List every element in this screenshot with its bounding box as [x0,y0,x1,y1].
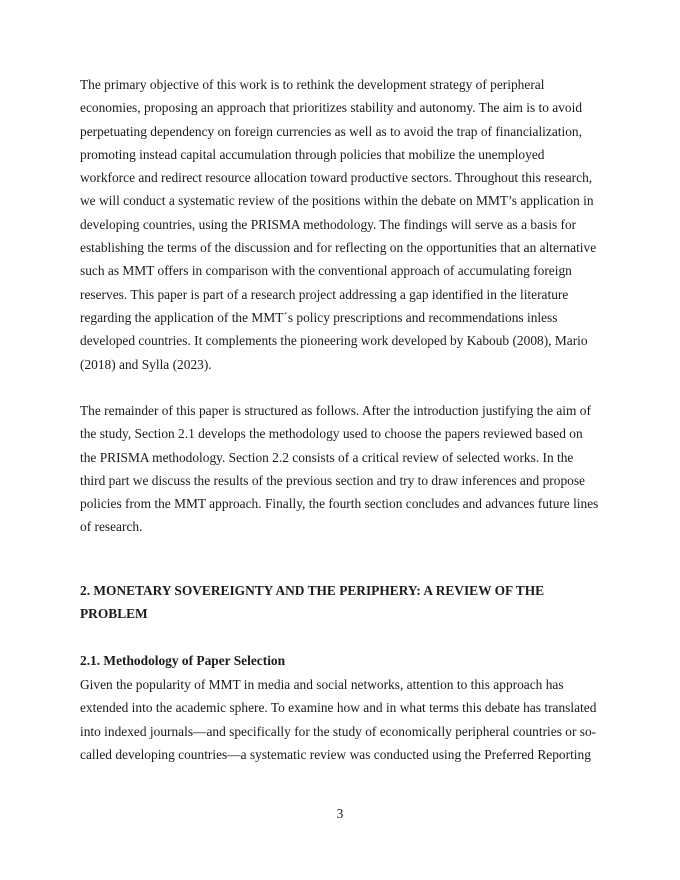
text-line: The remainder of this paper is structured as follows. After the introduction justifying the aim of [80,403,591,418]
text-line: called developing countries—a systematic review was conducted using the Preferred Reporting [80,746,591,762]
text-line: extended into the academic sphere. To examine how and in what terms this debate has translated [80,700,597,716]
text-line: promoting instead capital accumulation through policies that mobilize the unemployed [80,146,545,162]
paragraph-objective [80,73,604,376]
paragraph-structure [80,399,604,539]
text-line: (2018) and Sylla (2023). [80,356,212,372]
text-line: into indexed journals—and specifically for the study of economically peripheral countries or so- [80,723,597,739]
text-line: workforce and redirect resource allocation toward productive sectors. Throughout this research, [80,170,593,186]
text-line: developed countries. It complements the pioneering work developed by Kaboub (2008), Mario [80,333,588,349]
text-line: such as MMT offers in comparison with the conventional approach of accumulating foreign [80,263,572,279]
text-line: policies from the MMT approach. Finally, the fourth section concludes and advances future lines [80,496,599,512]
text-line: developing countries, using the PRISMA methodology. The findings will serve as a basis for [80,216,577,232]
text-line: perpetuating dependency on foreign currencies as well as to avoid the trap of financialization, [80,123,582,139]
page-number-text: 3 [336,806,344,821]
text-line: PROBLEM [80,606,148,622]
paragraph-methodology [80,673,604,766]
text-line: The primary objective of this work is to rethink the development strategy of peripheral [80,77,545,92]
page-number [0,802,680,825]
subsection-heading [80,649,604,672]
text-line: third part we discuss the results of the previous section and try to draw inferences and propose [80,472,585,488]
text-line: Given the popularity of MMT in media and social networks, attention to this approach has [80,677,564,692]
text-line: regarding the application of the MMT´s policy prescriptions and recommendations inless [80,309,558,325]
subsection-heading-text: 2.1. Methodology of Paper Selection [80,653,286,668]
section-heading [80,579,604,626]
text-line: the PRISMA methodology. Section 2.2 consists of a critical review of selected works. In the [80,449,574,465]
text-line: we will conduct a systematic review of the positions within the debate on MMT’s application in [80,193,594,209]
text-line: 2. MONETARY SOVEREIGNTY AND THE PERIPHERY: A REVIEW OF THE [80,583,545,598]
text-line: of research. [80,519,143,535]
text-line: reserves. This paper is part of a research project addressing a gap identified in the literature [80,286,569,302]
text-line: economies, proposing an approach that prioritizes stability and autonomy. The aim is to avoid [80,100,583,116]
text-line: the study, Section 2.1 develops the methodology used to choose the papers reviewed based on [80,426,583,442]
text-line: establishing the terms of the discussion and for reflecting on the opportunities that an alternative [80,240,597,256]
